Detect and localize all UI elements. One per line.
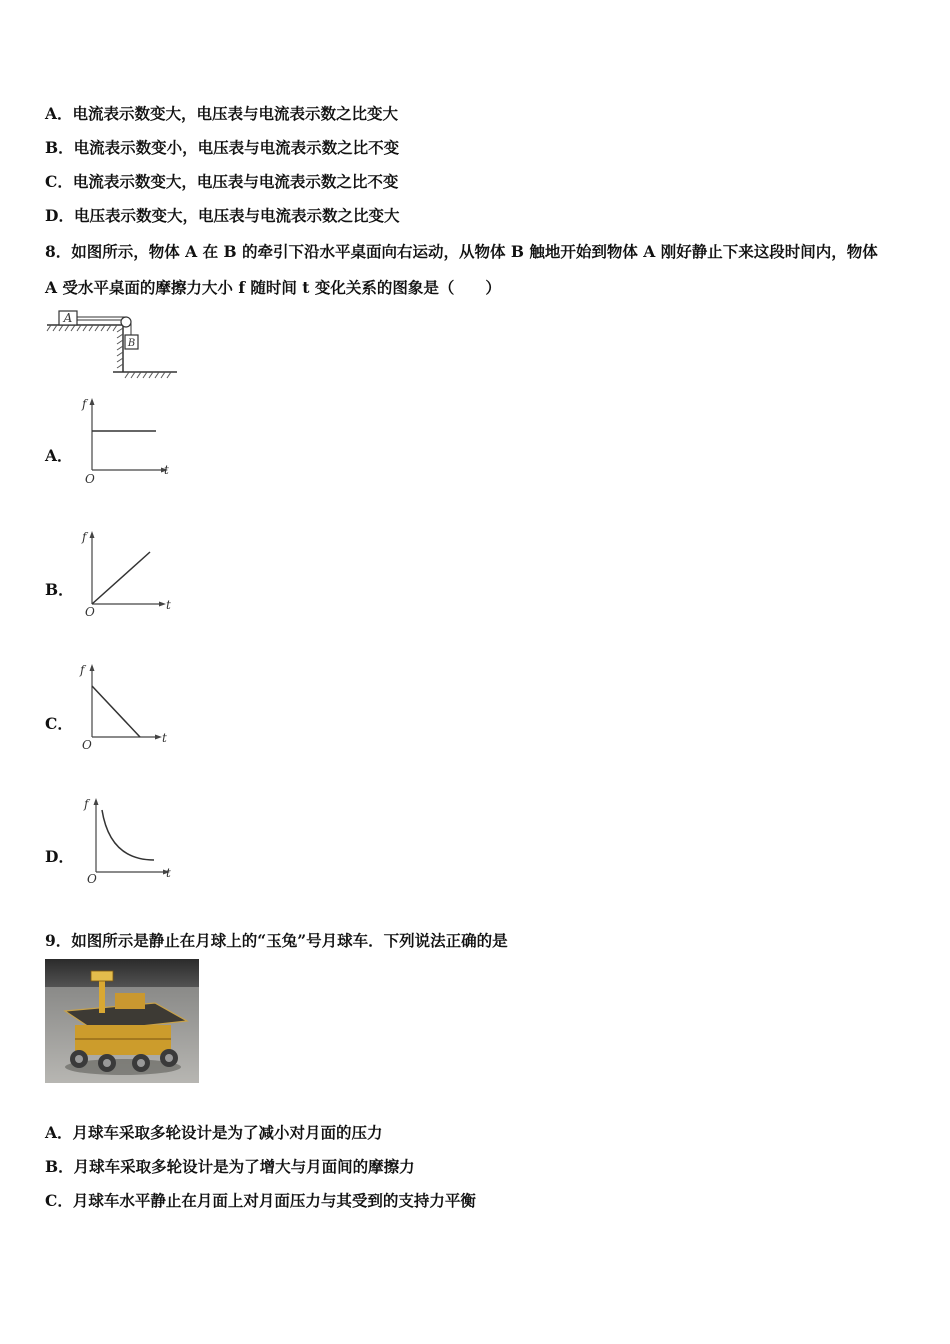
- x-axis-label: t: [166, 866, 171, 880]
- lunar-rover-photo: [45, 959, 199, 1083]
- origin-label: O: [82, 738, 92, 752]
- q8-option-c-label: C．: [45, 714, 73, 733]
- y-axis-label: f: [80, 663, 85, 677]
- x-axis-label: t: [164, 463, 169, 477]
- y-axis-label: f: [82, 530, 87, 544]
- x-axis-label: t: [166, 598, 171, 612]
- q8-b-curve: [92, 552, 150, 604]
- q8-stem-line1: 8．如图所示，物体 A 在 B 的牵引下沿水平桌面向右运动，从物体 B 触地开始到物体 A 刚好静止下来这段时间内，物体: [45, 242, 878, 261]
- q8-c-curve: [92, 686, 140, 737]
- q8-option-b-graph: [78, 527, 178, 619]
- q8-option-d-graph: [78, 794, 178, 886]
- q7-option-b: B．电流表示数变小，电压表与电流表示数之比不变: [45, 138, 400, 157]
- q8-option-d-label: D．: [45, 847, 74, 866]
- q8-option-a-label: A．: [45, 446, 73, 465]
- q8-stem-line2: A 受水平桌面的摩擦力大小 f 随时间 t 变化关系的图象是（ ）: [45, 278, 501, 297]
- q9-option-a: A．月球车采取多轮设计是为了减小对月面的压力: [45, 1123, 383, 1142]
- block-b-label: B: [127, 338, 136, 349]
- q8-option-c-graph: [78, 660, 178, 752]
- q9-option-c: C．月球车水平静止在月面上对月面压力与其受到的支持力平衡: [45, 1191, 476, 1210]
- q8-option-a-graph: [78, 394, 178, 486]
- block-a-label: A: [63, 311, 73, 325]
- q8-d-curve: [102, 810, 154, 860]
- q7-option-d: D．电压表示数变大，电压表与电流表示数之比变大: [45, 206, 400, 225]
- q9-stem: 9．如图所示是静止在月球上的“玉兔”号月球车．下列说法正确的是: [45, 931, 508, 950]
- q8-apparatus-figure: [45, 308, 185, 380]
- q8-option-b-label: B．: [45, 580, 74, 599]
- y-axis-label: f: [82, 397, 87, 411]
- x-axis-label: t: [162, 731, 167, 745]
- y-axis-label: f: [84, 797, 89, 811]
- pulley: [121, 317, 131, 327]
- origin-label: O: [85, 605, 95, 619]
- q9-option-b: B．月球车采取多轮设计是为了增大与月面间的摩擦力: [45, 1157, 415, 1176]
- origin-label: O: [87, 872, 97, 886]
- origin-label: O: [85, 472, 95, 486]
- q7-option-c: C．电流表示数变大，电压表与电流表示数之比不变: [45, 172, 399, 191]
- q7-option-a: A．电流表示数变大，电压表与电流表示数之比变大: [45, 104, 399, 123]
